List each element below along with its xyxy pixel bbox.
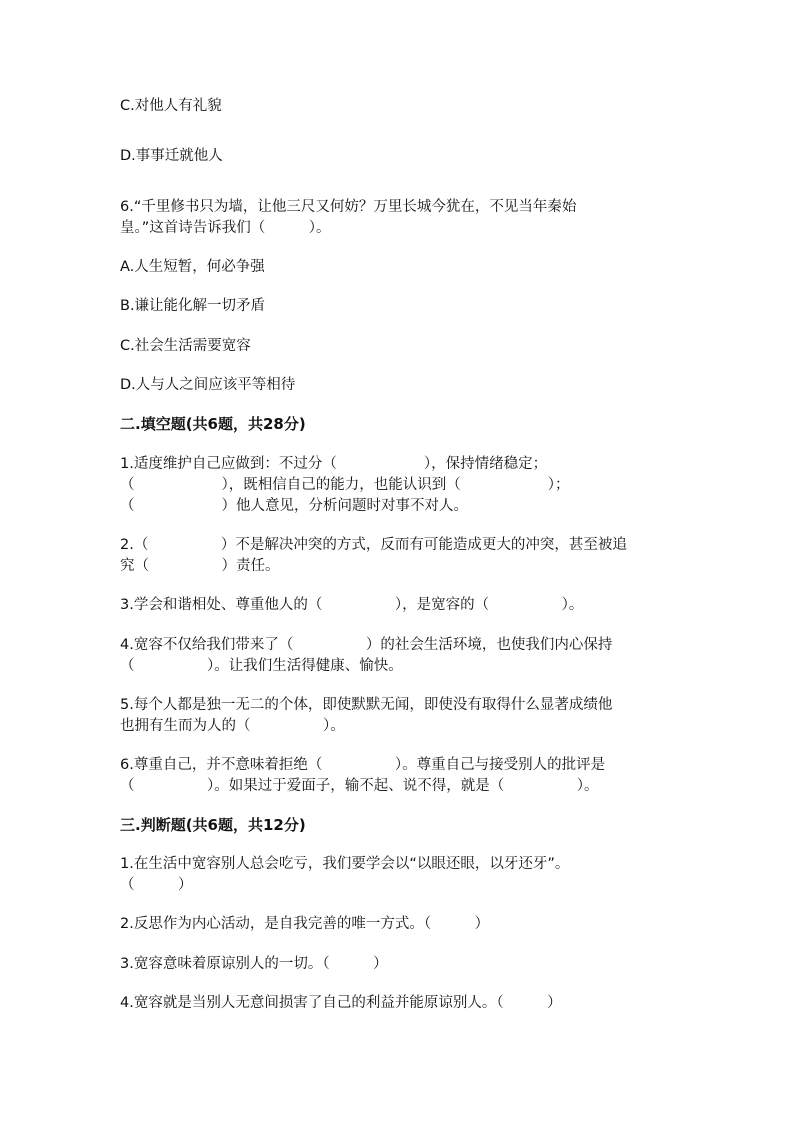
fill-question-2-line-1: 2.（ ）不是解决冲突的方式，反而有可能造成更大的冲突，甚至被追 — [120, 537, 627, 553]
fill-question-1-line-1: 1.适度维护自己应做到：不过分（ ），保持情绪稳定； — [120, 456, 548, 472]
judge-question-3: 3.宽容意味着原谅别人的一切。（ ） — [120, 956, 388, 972]
fill-question-1-line-3: （ ）他人意见，分析问题时对事不对人。 — [120, 498, 468, 514]
fill-question-1-line-2: （ ），既相信自己的能力，也能认识到（ ）； — [120, 477, 570, 493]
judge-question-4: 4.宽容就是当别人无意间损害了自己的利益并能原谅别人。（ ） — [120, 995, 562, 1011]
question-6-line-2: 皇。”这首诗告诉我们（ ）。 — [120, 220, 331, 236]
question-6-option-a: A.人生短暂，何必争强 — [120, 259, 265, 275]
fill-question-4-line-1: 4.宽容不仅给我们带来了（ ）的社会生活环境，也使我们内心保持 — [120, 637, 613, 653]
question-6-option-c: C.社会生活需要宽容 — [120, 338, 251, 354]
fill-question-4-line-2: （ ）。让我们生活得健康、愉快。 — [120, 658, 403, 674]
section-fill-heading: 二.填空题(共6题，共28分) — [120, 415, 306, 433]
section-judge-heading: 三.判断题(共6题，共12分) — [120, 816, 306, 834]
question-6-line-1: 6.“千里修书只为墙，让他三尺又何妨？万里长城今犹在，不见当年秦始 — [120, 199, 577, 215]
fill-question-5-line-2: 也拥有生而为人的（ ）。 — [120, 718, 345, 734]
option-d-previous: D.事事迁就他人 — [120, 148, 223, 164]
fill-question-6-line-1: 6.尊重自己，并不意味着拒绝（ ）。尊重自己与接受别人的批评是 — [120, 757, 606, 773]
question-6-option-d: D.人与人之间应该平等相待 — [120, 377, 296, 393]
judge-question-1-line-2: （ ） — [120, 877, 193, 893]
fill-question-2-line-2: 究（ ）责任。 — [120, 558, 280, 574]
judge-question-2: 2.反思作为内心活动，是自我完善的唯一方式。（ ） — [120, 916, 490, 932]
judge-question-1-line-1: 1.在生活中宽容别人总会吃亏，我们要学会以“以眼还眼，以牙还牙”。 — [120, 856, 570, 872]
fill-question-5-line-1: 5.每个人都是独一无二的个体，即使默默无闻，即使没有取得什么显著成绩他 — [120, 697, 613, 713]
option-c-previous: C.对他人有礼貌 — [120, 98, 222, 114]
fill-question-3-line-1: 3.学会和谐相处、尊重他人的（ ），是宽容的（ ）。 — [120, 597, 584, 613]
fill-question-6-line-2: （ ）。如果过于爱面子，输不起、说不得，就是（ ）。 — [120, 778, 599, 794]
question-6-option-b: B.谦让能化解一切矛盾 — [120, 298, 266, 314]
